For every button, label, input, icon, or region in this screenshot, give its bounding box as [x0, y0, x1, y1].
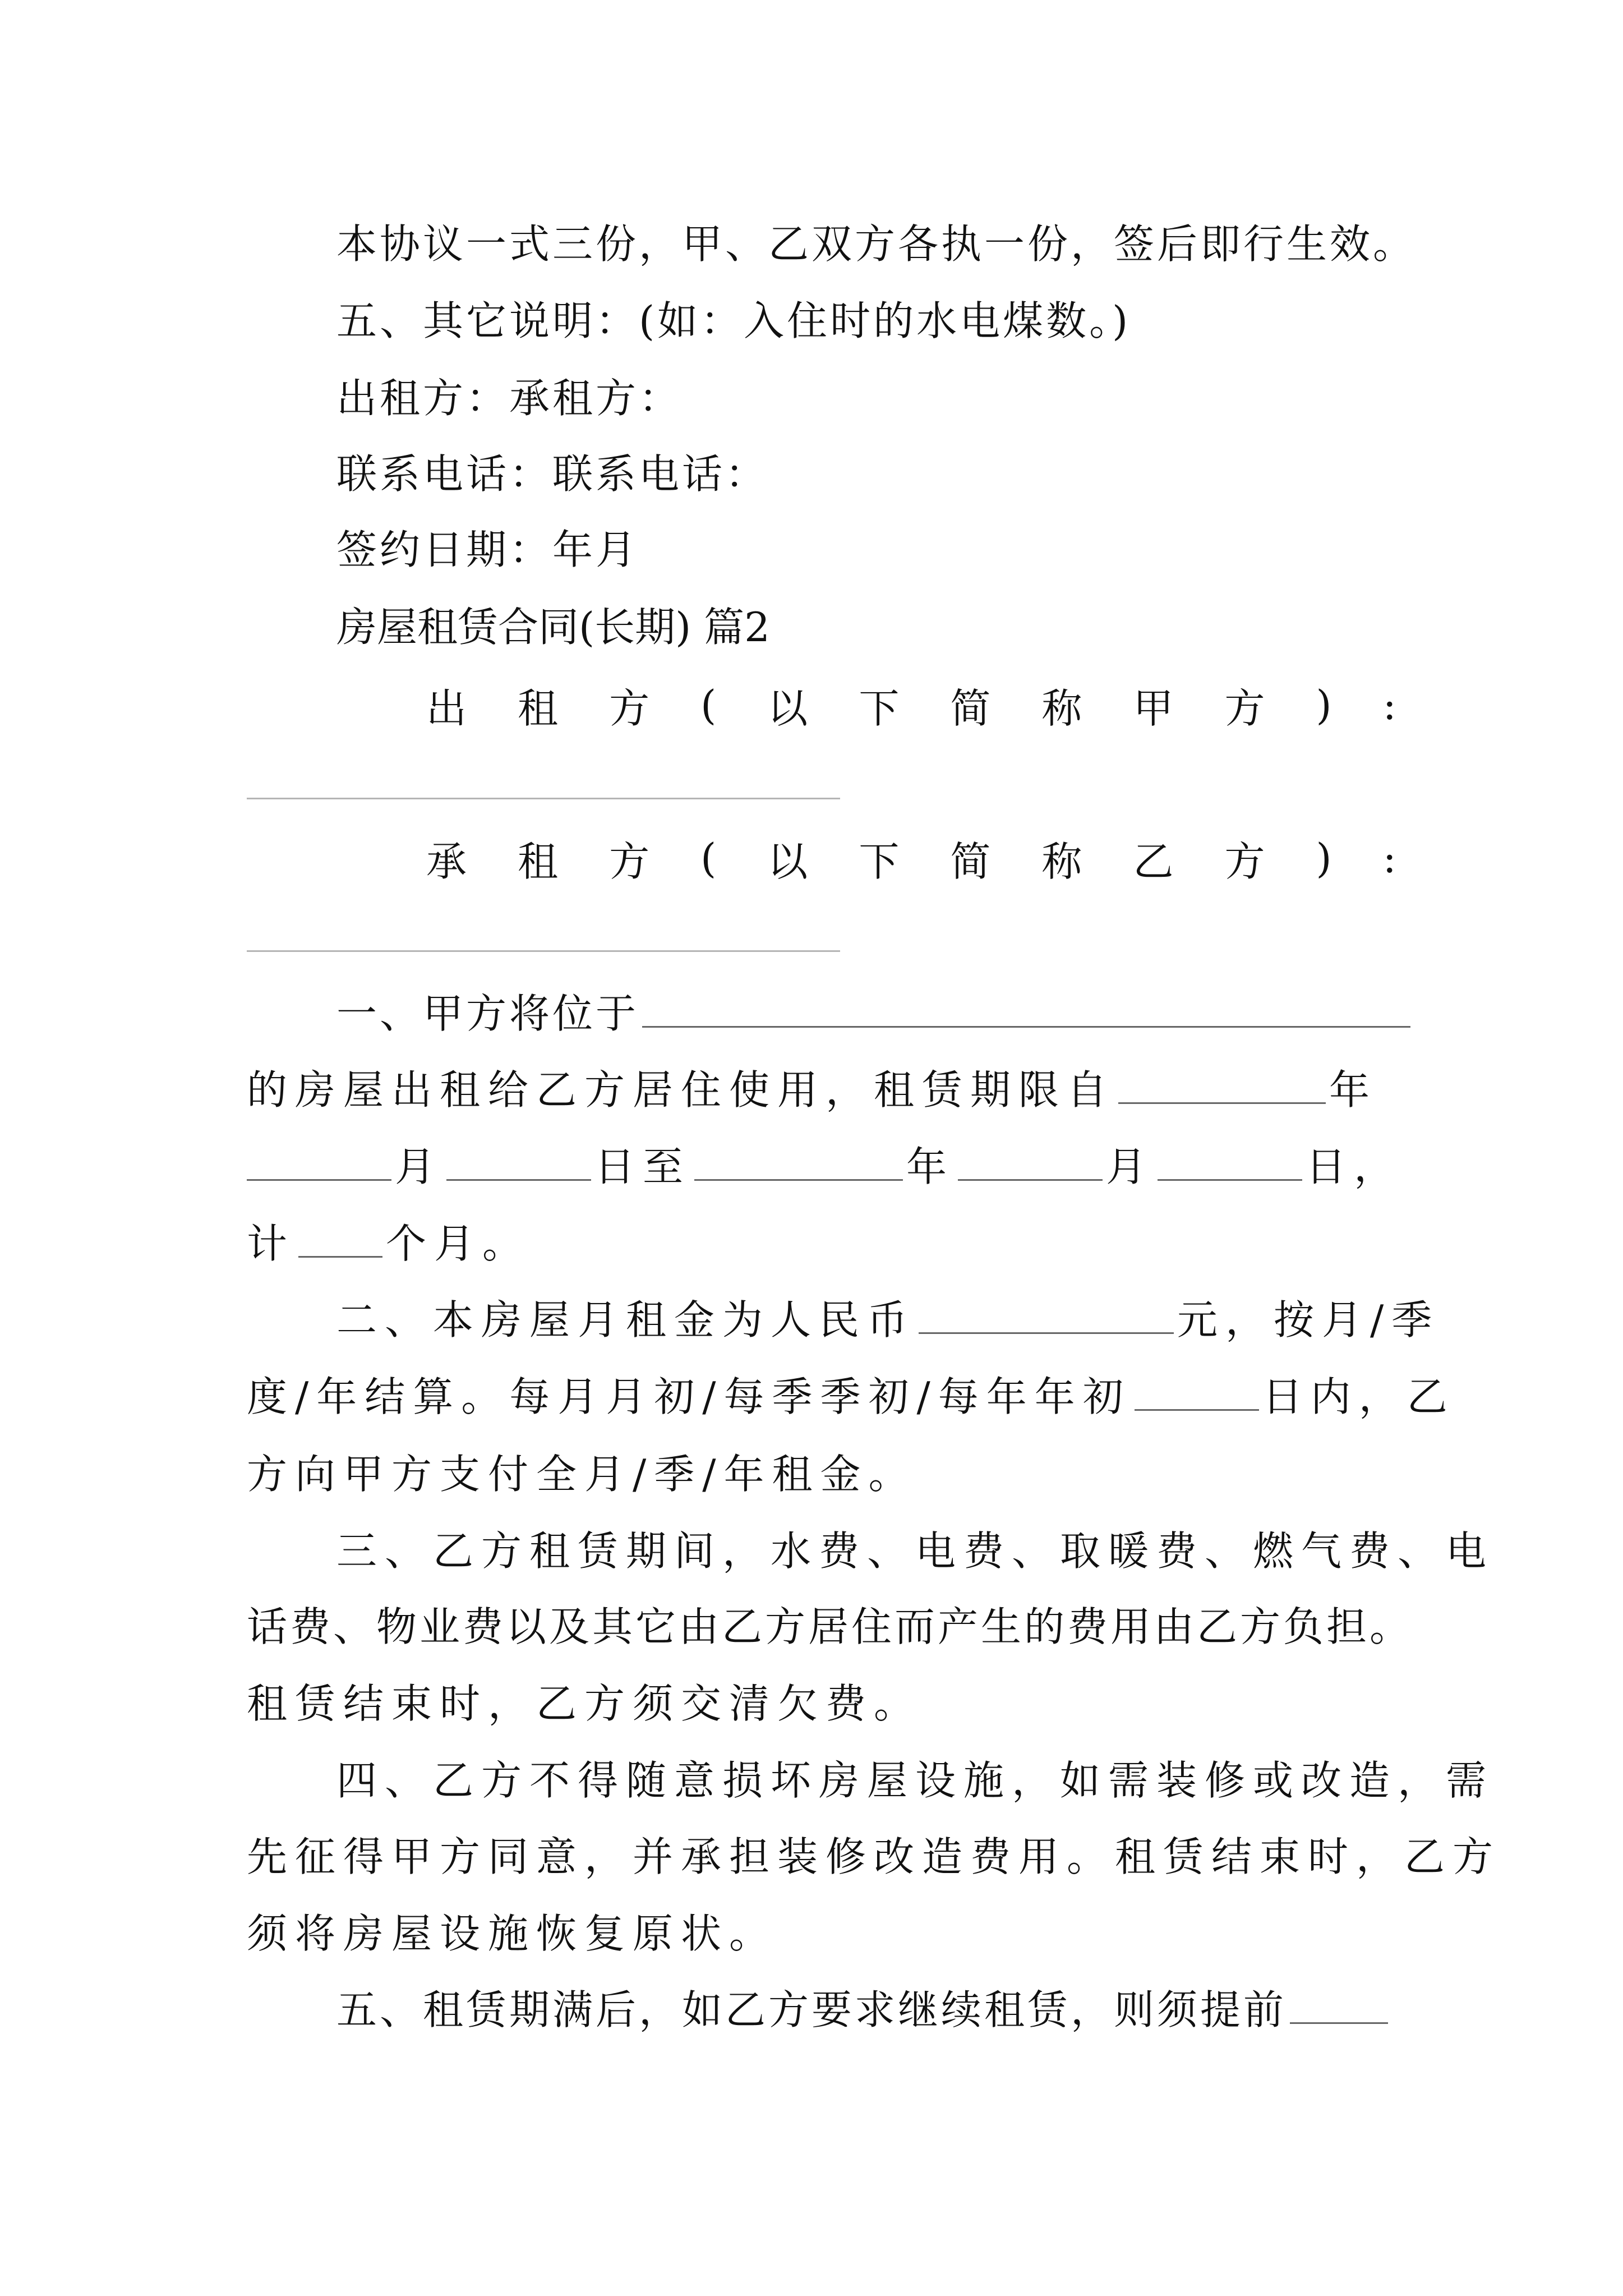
lessee-char: (: [700, 835, 717, 882]
clause1-text: 一、甲方将位于: [336, 990, 639, 1037]
clause2-text: 元，按月/季: [1177, 1296, 1440, 1343]
clause1-line3: [247, 1133, 1402, 1200]
lessor-char: 下: [859, 685, 900, 732]
other-notes-line: 五、其它说明：(如：入住时的水电煤数。): [336, 297, 1131, 344]
lessee-char: 承: [426, 838, 467, 885]
lessor-char: 以: [767, 685, 808, 732]
lessor-char: 方: [609, 685, 650, 732]
clause1-text: 月: [395, 1143, 444, 1190]
clause1-text: 日至: [594, 1143, 691, 1190]
lessor-label-line: [426, 671, 1396, 739]
clause4-line2: 先征得甲方同意，并承担装修改造费用。租赁结束时，乙方: [247, 1833, 1501, 1880]
lessee-char: 下: [859, 838, 900, 885]
clause2-line2: [247, 1363, 1455, 1430]
lessee-char: 方: [1224, 838, 1265, 885]
clause1-line2: [247, 1056, 1377, 1124]
notice-days-blank[interactable]: [1290, 1989, 1388, 2024]
lessor-char: :: [1382, 682, 1396, 729]
lessor-char: 方: [1224, 685, 1265, 732]
parties-signature-line: 出租方：承租方：: [336, 375, 683, 422]
lessor-char: (: [700, 682, 717, 729]
clause5-text: 五、租赁期满后，如乙方要求继续租赁，则须提前: [336, 1986, 1287, 2033]
lessor-name-rule: [247, 798, 840, 799]
lessor-char: 甲: [1133, 685, 1174, 732]
phone-line: 联系电话：联系电话：: [336, 450, 769, 498]
lessee-char: 方: [609, 838, 650, 885]
clause4-line3: 须将房屋设施恢复原状。: [247, 1910, 778, 1957]
clause1-text: 计: [247, 1220, 296, 1267]
clause1-text: 日，: [1306, 1143, 1403, 1190]
clause1-text: 年: [906, 1143, 955, 1190]
lessee-name-rule: [247, 950, 840, 952]
start-year-blank[interactable]: [1118, 1069, 1326, 1104]
end-day-blank[interactable]: [1158, 1145, 1302, 1181]
clause1-line1: [336, 980, 1414, 1047]
months-count-blank[interactable]: [298, 1222, 382, 1258]
start-month-blank[interactable]: [247, 1145, 391, 1181]
lessee-char: 以: [767, 838, 808, 885]
clause2-text: 二、本房屋月租金为人民币: [336, 1296, 916, 1343]
lessee-char: 租: [518, 838, 559, 885]
location-blank[interactable]: [642, 992, 1410, 1028]
clause4-line1: 四、乙方不得随意损坏房屋设施，如需装修或改造，需: [336, 1757, 1495, 1804]
sign-date-line: 签约日期：年月: [336, 526, 639, 573]
clause3-line3: 租赁结束时，乙方须交清欠费。: [247, 1680, 923, 1727]
clause5-line1: [336, 1976, 1391, 2044]
agreement-copies-line: 本协议一式三份，甲、乙双方各执一份，签后即行生效。: [336, 220, 1417, 268]
lessee-char: ): [1316, 835, 1332, 882]
clause1-text: 月: [1106, 1143, 1155, 1190]
clause1-text: 的房屋出租给乙方居住使用，租赁期限自: [247, 1066, 1115, 1114]
lessor-char: 租: [518, 685, 559, 732]
payment-day-blank[interactable]: [1135, 1375, 1259, 1411]
end-month-blank[interactable]: [958, 1145, 1103, 1181]
lessee-char: 简: [950, 838, 991, 885]
end-year-blank[interactable]: [694, 1145, 903, 1181]
lessee-label-line: [426, 825, 1396, 892]
rent-amount-blank[interactable]: [919, 1299, 1174, 1334]
lessor-char: 称: [1041, 685, 1082, 732]
clause2-line1: [336, 1286, 1440, 1354]
section-heading: 房屋租赁合同(长期) 篇2: [336, 604, 770, 651]
lessee-char: 乙: [1133, 838, 1174, 885]
lessor-char: 出: [426, 685, 467, 732]
lessor-char: 简: [950, 685, 991, 732]
clause2-text: 日内，乙: [1262, 1373, 1455, 1420]
lessee-char: :: [1382, 835, 1396, 882]
clause2-text: 度/年结算。每月月初/每季季初/每年年初: [247, 1373, 1131, 1420]
clause1-line4: [247, 1210, 531, 1277]
clause1-text: 个月。: [386, 1220, 531, 1267]
clause2-line3: 方向甲方支付全月/季/年租金。: [247, 1451, 917, 1498]
lessor-char: ): [1316, 682, 1332, 729]
start-day-blank[interactable]: [446, 1145, 591, 1181]
clause1-text: 年: [1329, 1066, 1378, 1114]
clause3-line2: 话费、物业费以及其它由乙方居住而产生的费用由乙方负担。: [247, 1603, 1413, 1650]
lessee-char: 称: [1041, 838, 1082, 885]
clause3-line1: 三、乙方租赁期间，水费、电费、取暖费、燃气费、电: [336, 1527, 1495, 1575]
